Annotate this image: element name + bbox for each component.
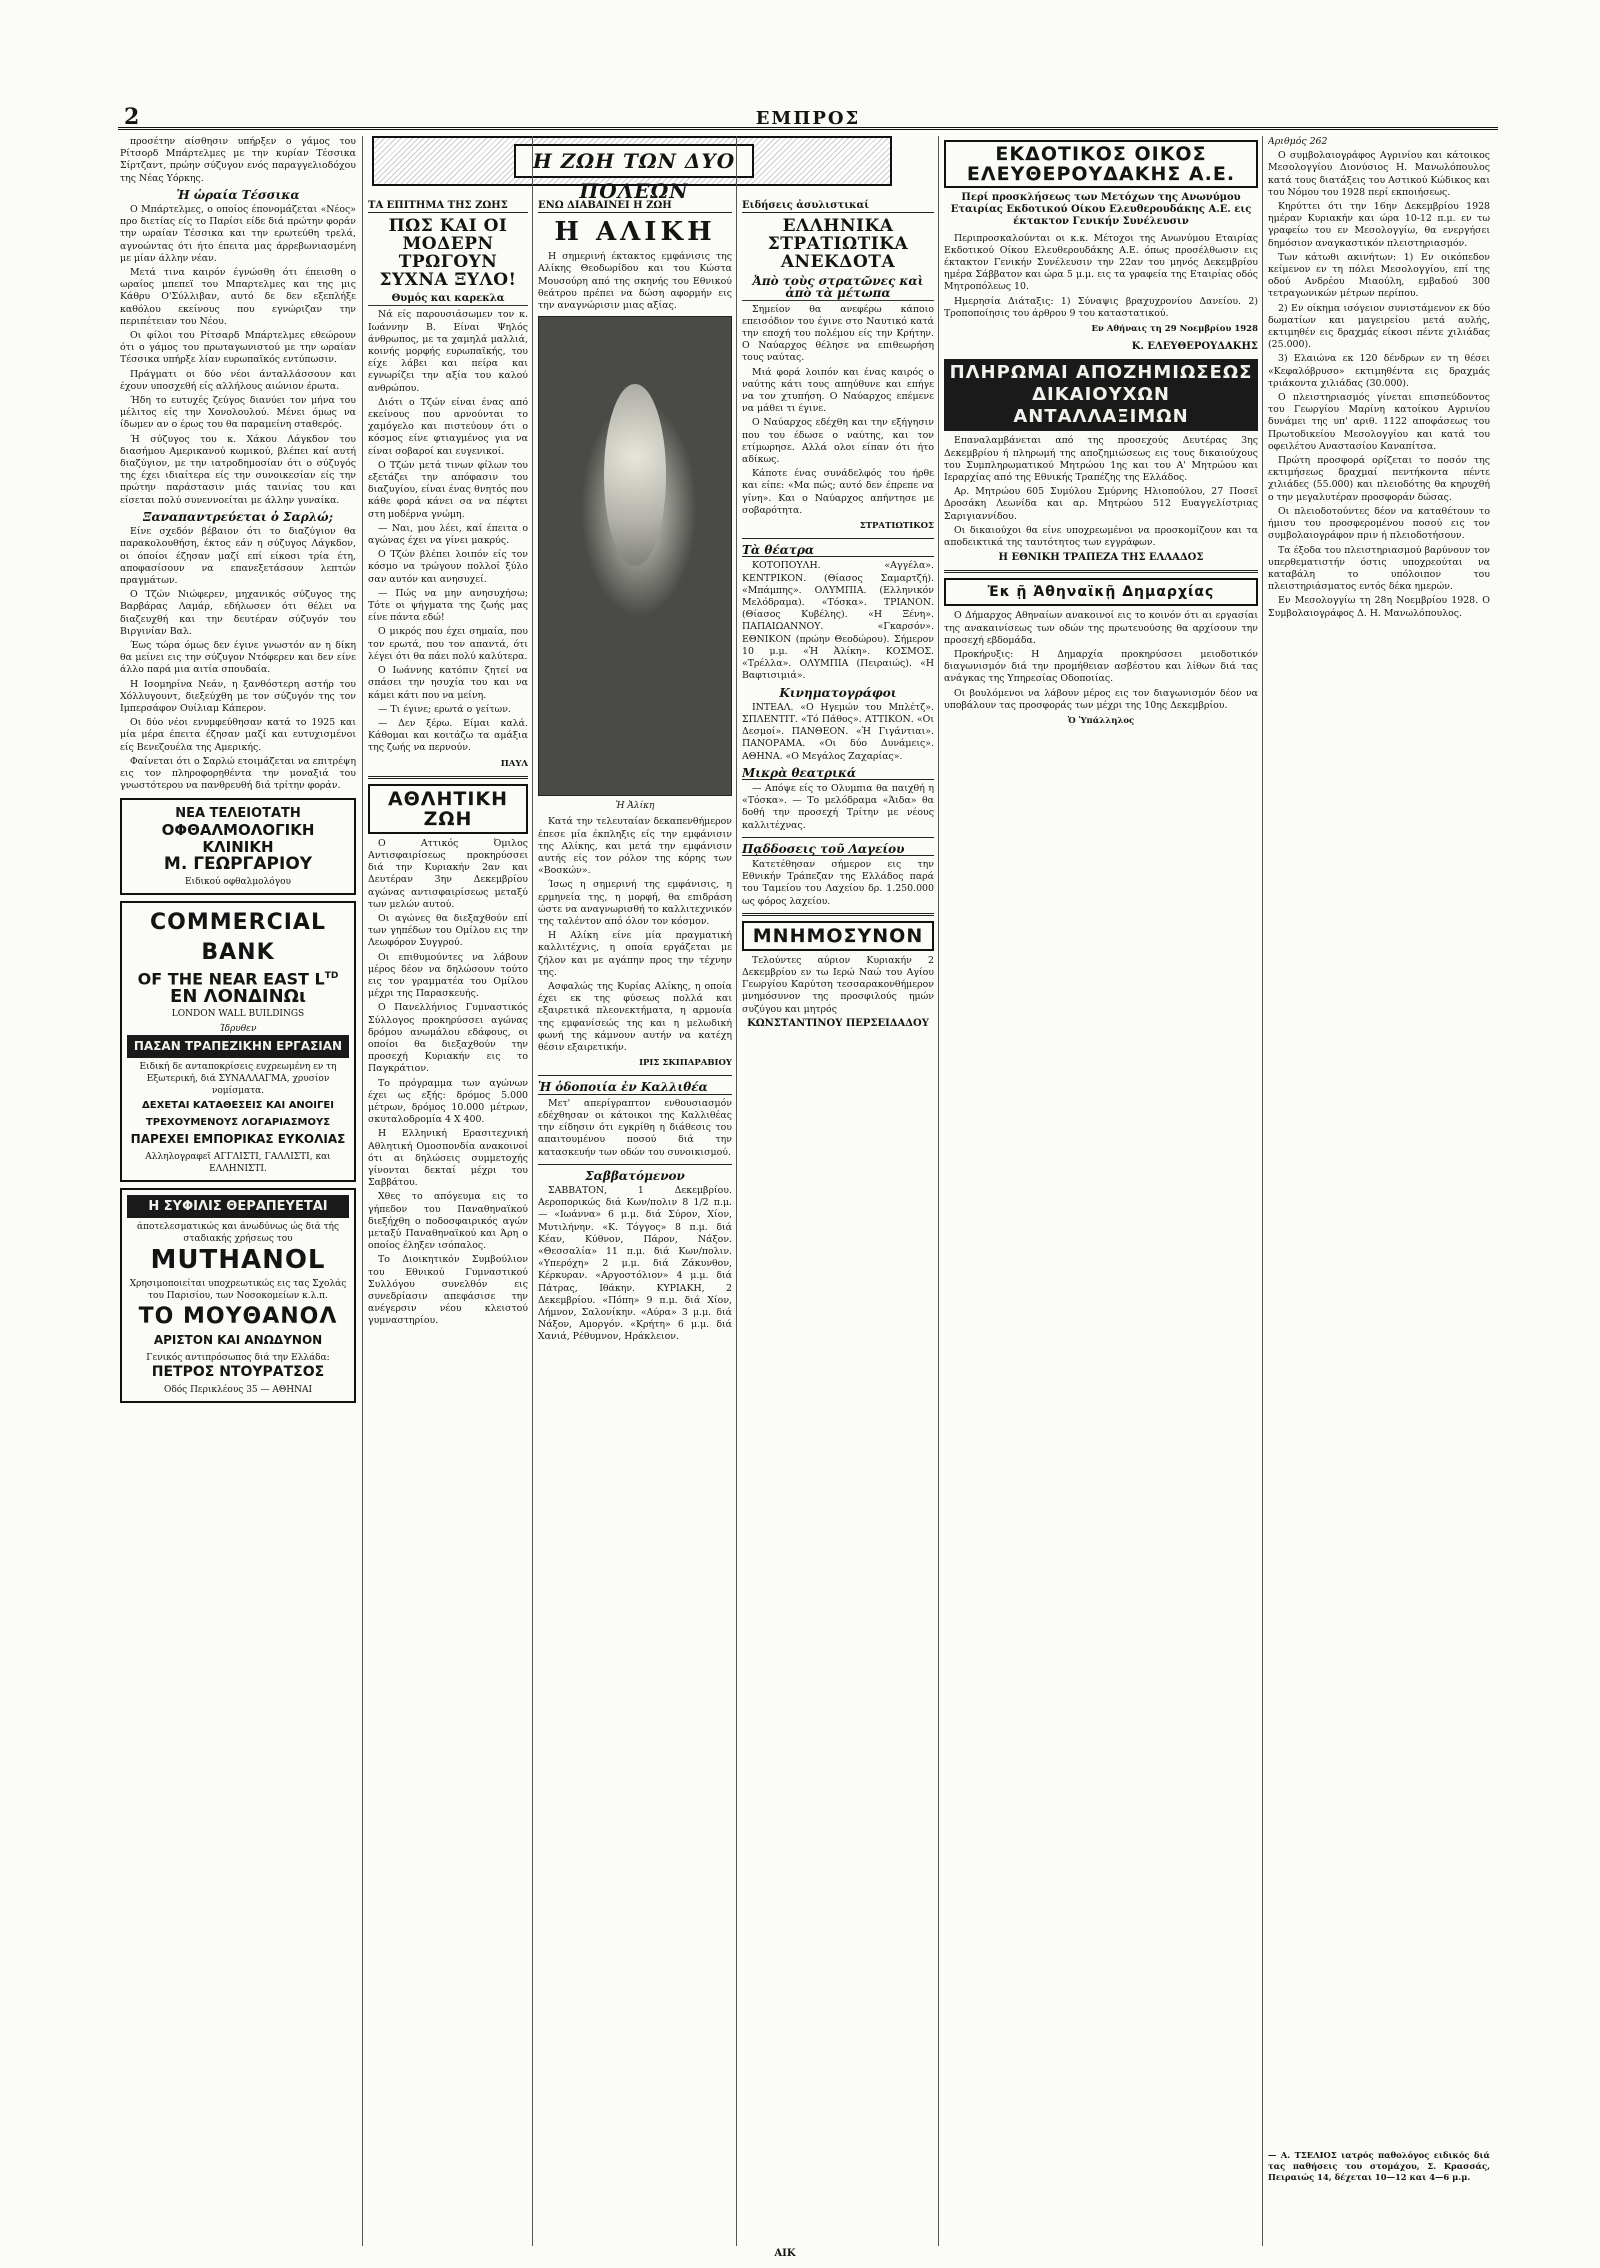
article-subheading: Ἀπὸ τοὺς στρατῶνες καὶ ἀπὸ τὰ μέτωπα xyxy=(742,275,934,300)
article-paragraph: Η Αλίκη είνε μία πραγματική καλλιτέχνις, η οποία εργάζεται με ζήλον και με αγάπην προς την τέχνην της. xyxy=(538,930,732,978)
column-rule xyxy=(736,136,737,2246)
column-1 xyxy=(120,136,356,2246)
article-paragraph: Μετ' απερίγραπτον ενθουσιασμόν εδέχθησαν οι κάτοικοι της Καλλιθέας την είδησιν ότι εγκρίθη η διάθεσις του απαιτουμένου ποσού διά την κατασκευήν των οδών του συνοικισμού. xyxy=(538,1097,732,1158)
article-paragraph: Ο Τζών βλέπει λοιπόν είς τον κόσμο να τρώγουν πολλοί ξύλο σαν αυτόν και ανησυχεί. xyxy=(368,549,528,585)
muthanol-ad-brand: MUTHANOL xyxy=(150,1244,326,1275)
auction-paragraph: Εν Μεσολογγίω τη 28η Νοεμβρίου 1928. Ο Συμβολαιογράφος Δ. Η. Μανωλόπουλος. xyxy=(1268,595,1490,619)
column-rule xyxy=(938,136,939,2246)
bank-ad-address: LONDON WALL BUILDINGS xyxy=(171,1008,305,1019)
photo-caption: Ἡ Ἀλίκη xyxy=(615,801,655,812)
article-paragraph: Πράγματι οι δύο νέοι άνταλλάσσουν και έχουν υποσχεθή είς αλλήλους αιώνιον έρωτα. xyxy=(120,368,356,392)
muthanol-ad-line: ΑΡΙΣΤΟΝ ΚΑΙ ΑΝΩΔΥΝΟΝ xyxy=(153,1332,323,1347)
article-heading: Μικρὰ θεατρικά xyxy=(742,767,934,780)
article-paragraph: Ο Μπάρτελμες, ο οποίος έπονομάζεται «Νέος» προ διετίας είς το Παρίσι είδε διά πρώτην φοράν την ωραίαν Τέσσικα και την ερωτεύθη τρελά, αγνοώντας ότι ήτο έπειτα μας άρρεβωνιασμένη με μίαν άλλην νέαν. xyxy=(120,204,356,264)
article-paragraph: Ασφαλώς της Κυρίας Αλίκης, η οποία έχει εκ της φύσεως πολλά και εξαιρετικά πλεονεκτήματα, η αρμονία της εμφανίσεώς της και η μελωδική φωνή της κάμνουν αυτήν να κατέχη θέσιν εξαιρετικήν. xyxy=(538,981,732,1054)
article-paragraph: Διότι ο Τζών είναι ένας από εκείνους που αρνούνται το χαμόγελο και πιστεύουν ότι ο κόσμος είνε φτιαγμένος για να είναι σοβαροί και ευγενικοί. xyxy=(368,396,528,457)
sports-paragraph: Χθες το απόγευμα εις το γήπεδον του Παναθηναϊκού διεξήχθη ο ποδοσφαιρικός αγών μεταξύ Παναθηναϊκού και Άρη ο οποίος έληξεν ισόπαλος. xyxy=(368,1191,528,1252)
article-headline: ΠΩΣ ΚΑΙ ΟΙ ΜΟΔΕΡΝ ΤΡΩΓΟΥΝ ΣΥΧΝΑ ΞΥΛΟ! xyxy=(379,216,517,291)
footer-mark: ΑΙΚ xyxy=(774,2248,796,2259)
article-paragraph: Κατά την τελευταίαν δεκαπενθήμερον έπεσε μία έκπληξις είς την εμφάνισιν της Αλίκης, και μετά την εμφάνισιν αυτής είς τον ρόλον της κόρης των «Βοσκών». xyxy=(538,816,732,877)
column-rule xyxy=(362,136,363,2246)
column-rule xyxy=(1262,136,1263,2246)
page-number: 2 xyxy=(124,104,140,130)
banner-title: Η ΖΩΗ ΤΩΝ ΔΥΟ ΠΟΛΕΩΝ xyxy=(514,144,754,178)
cinema-heading: Κινηματογράφοι xyxy=(779,685,897,700)
article-paragraph: Ο μικρός που έχει σημαία, που τον ερωτά, που τον απαντά, ότι λέγει ότι θα πάει πολύ καλύτερα. xyxy=(368,626,528,662)
sports-paragraph: Οι επιθυμούντες να λάβουν μέρος δέον να δηλώσουν τούτο εις τον γραμματέα του Ομίλου μέχρι της Παρασκευής. xyxy=(368,951,528,1000)
article-headline: Η ΑΛΙΚΗ xyxy=(554,217,716,248)
muthanol-ad-brand-greek: ΤΟ ΜΟΥΘΑΝΟΛ xyxy=(138,1303,338,1329)
bank-ad-line: Ίδρυθεν xyxy=(219,1023,257,1034)
bank-ad-city: ΕΝ ΛΟΝΔΙΝΩι xyxy=(170,985,306,1007)
clinic-ad-line: ΝΕΑ ΤΕΛΕΙΟΤΑΤΗ xyxy=(175,806,301,822)
bank-ad-line: ΔΕΧΕΤΑΙ ΚΑΤΑΘΕΣΕΙΣ ΚΑΙ ΑΝΟΙΓΕΙ ΤΡΕΧΟΥΜΕΝΟΥΣ ΛΟΓΑΡΙΑΣΜΟΥΣ xyxy=(142,1099,334,1128)
clinic-ad-line: Ειδικού οφθαλμολόγου xyxy=(184,877,291,888)
payments-signature: Η ΕΘΝΙΚΗ ΤΡΑΠΕΖΑ ΤΗΣ ΕΛΛΑΔΟΣ xyxy=(998,552,1204,564)
bank-ad-name: COMMERCIAL BANK xyxy=(150,910,326,966)
notice-signature: Κ. ΕΛΕΥΘΕΡΟΥΔΑΚΗΣ xyxy=(1131,341,1258,353)
payments-paragraph: Αρ. Μητρώου 605 Συμύλου Σμύρνης Ηλιοπούλου, 27 Ποσεϊ Δροσάκη Λεωνίδα και αρ. Μητρώου 512 Ευαγγελίστριας Σαριγιαννίδου. xyxy=(944,486,1258,522)
article-heading: Ἡ ὁδοποιία ἐν Καλλιθέα xyxy=(538,1081,732,1094)
ship-schedule: ΣΑΒΒΑΤΟΝ, 1 Δεκεμβρίου. Αεροπορικώς διά Κων/πολιν 8 1/2 π.μ. — «Ιωάννα» 6 μ.μ. διά Σύρον, Χίον, Μυτιλήνην. «Κ. Τόγγος» 8 π.μ. διά Κέαν, Κύθνον, Πάρον, Νάξον. «Θεσσαλία» 11 π.μ. διά Κων/πολιν. «Υπερόχη» 2 μ.μ. διά Ζάκυνθον, Κέρκυραν. «Αργοστόλιον» 4 μ.μ. διά Πάτρας, Ιθάκην. ΚΥΡΙΑΚΗ, 2 Δεκεμβρίου. «Πόπη» 9 π.μ. διά Χίον, Λήμνον, Σαλονίκην. «Αύρα» 3 μ.μ. διά Νάξον, Αμοργόν. «Κρήτη» 6 μ.μ. διά Χανιά, Ρέθυμνον, Ηράκλειον. xyxy=(538,1184,732,1343)
cinema-listings: ΙΝΤΕΑΛ. «Ο Ηγεμών του Μπλέτζ». ΣΠΛΕΝΤΙΤ. «Τό Πάθος». ΑΤΤΙΚΟΝ. «Οι Δεσμοί». ΠΑΝΘΕΟΝ. «Ἡ Γιγάντιαι». ΠΑΝΟΡΑΜΑ. «Οι δύο Δυνάμεις». ΑΘΗΝΑ. «Ο Μεγάλος Ζαχαρίας». xyxy=(742,701,934,762)
article-paragraph: — Απόψε είς το Ολυμπια θα παιχθή η «Τόσκα». — Το μελόδραμα «Άιδα» θα δοθή την προσεχή Τρίτην με νέους καλλιτέχνας. xyxy=(742,782,934,831)
article-paragraph: Ή σύζυγος του κ. Χάκου Λάγκδον του διασήμου Αμερικανού κωμικού, βλέπει καί αυτή διαζύγιον, με την ιατροδημοσίαν ότι ο σύζυγός της έχει ιδιαίτερα είς την συνοικεσίαν είς την πρώτην παράστασιν μιάς ταινίας του και είσεται πολύ συνεννοείται με άλλην γυναίκα. xyxy=(120,433,356,506)
sports-paragraph: Ο Πανελλήνιος Γυμναστικός Σύλλογος προκηρύσσει αγώνας δρόμου ανωμάλου εδάφους, οι οποίοι θα διεξαχθούν την προσεχή Κυριακήν εις το Παγκράτιον. xyxy=(368,1002,528,1075)
article-paragraph: Ο Τζών Νιώφερεν, μηχανικός σύζυγος της Βαρβάρας Λαμάρ, εδήλωσεν ότι θέλει να διαζευχθή και την δευτέραν σύζυγόν του Βιργινίαν Βαλ. xyxy=(120,589,356,637)
notice-date: Εν Αθήναις τη 29 Νοεμβρίου 1928 xyxy=(1091,324,1258,335)
clinic-ad-title: ΟΦΘΑΛΜΟΛΟΓΙΚΗ ΚΛΙΝΙΚΗ xyxy=(161,821,315,857)
article-paragraph: Ο Ναύαρχος εδέχθη και την εξήγησιν που του έδωσε ο ναύτης, και τον ετίμωρησε. Αλλά ολοι είπαν ότι ήτο αδίκως. xyxy=(742,417,934,466)
article-heading: Ἡ ὡραία Τέσσικα xyxy=(176,187,300,202)
article-paragraph: Οι δύο νέοι ενυμφεύθησαν κατά το 1925 και μία μέρα έπειτα έζησαν μαζί και ευτυχισμένοι είς Βενεζουέλα της Αμερικής. xyxy=(120,717,356,753)
article-paragraph: Μιά φορά λοιπόν και ένας καιρός ο ναύτης κάτι τους απηύθυνε και επήγε να τον χτυπήση. Ο Ναύαρχος επέμενε να μάθει τι έγινε. xyxy=(742,366,934,415)
article-paragraph: — Δεν ξέρω. Είμαι καλά. Κάθομαι και κοιτάζω τα αμάξια της ζωής να περνούν. xyxy=(368,717,528,754)
newspaper-name: ΕΜΠΡΟΣ xyxy=(755,108,861,129)
article-headline: ΕΛΛΗΝΙΚΑ ΣΤΡΑΤΙΩΤΙΚΑ ΑΝΕΚΔΟΤΑ xyxy=(767,216,909,273)
column-rule xyxy=(532,136,533,2246)
bank-advertisement xyxy=(120,901,356,1181)
clinic-ad-doctor: Μ. ΓΕΩΡΓΑΡΙΟΥ xyxy=(163,854,313,875)
municipality-heading: Ἐκ ῇ Ἀθηναϊκῇ Δημαρχίας xyxy=(944,578,1258,606)
auction-paragraph: Ο πλειστηριασμός γίνεται επισπεύδοντος του Γεωργίου Μαρίνη κατοίκου Αγρινίου δυνάμει της υπ' αριθ. 1122 αποφάσεως του Πρωτοδικείου Μεσολογγίου και κατά του οφειλέτου Αναστασίου Καναπίτσα. xyxy=(1268,392,1490,452)
article-paragraph: Μετά τινα καιρόν έγνώσθη ότι έπεισθη ο ωραίος μπεπεϊ του Μπαρτελμες και της μις Κάθρυ Ο'Σύλλιβαν, αυτό δε δεν εξεπλήξε καθόλου εκείνους που εγνώριζαν την περιπέτειαν του Νέου. xyxy=(120,267,356,327)
muthanol-ad-line: Χρησιμοποιείται υποχρεωτικώς εις τας Σχολάς του Παρισίου, των Νοσοκομείων κ.λ.π. xyxy=(129,1278,347,1301)
article-paragraph: Ο Τζών μετά τινων φίλων του εξετάζει την απόφασιν του διαζυγίου, είναι ένας θνητός που κάθε φορά κάνει σα να πέφτει στη μοδέρνα γνώμη. xyxy=(368,459,528,520)
section-banner xyxy=(372,136,892,203)
muthanol-ad-line: Γενικός αντιπρόσωπος διά την Ελλάδα: xyxy=(146,1352,330,1363)
article-heading: Ξαναπαντρεύεται ὁ Σαρλώ; xyxy=(143,509,333,524)
article-kicker: ΕΝΩ ΔΙΑΒΑΙΝΕΙ Η ΖΩΗ xyxy=(538,200,732,213)
article-kicker: ΤΑ ΕΠΙΤΗΜΑ ΤΗΣ ΖΩΗΣ xyxy=(368,200,528,213)
bank-ad-line: Αλληλογραφεῖ ΑΓΓΛΙΣΤΙ, ΓΑΛΛΙΣΤΙ, και ΕΛΛΗΝΙΣΤΙ. xyxy=(145,1151,331,1174)
article-kicker: Ειδήσεις ἀσυλιστικαί xyxy=(742,200,934,213)
payments-paragraph: Οι δικαιούχοι θα είνε υποχρεωμένοι να προσκομίζουν και τα αποδεικτικά της ταυτότητος των εγγράφων. xyxy=(944,524,1258,549)
auction-paragraph: Ο συμβολαιογράφος Αγρινίου και κάτοικος Μεσολογγίου Διονύσιος Η. Μανωλόπουλος κατά τους διατάξεις του Αστικού Κώδικος και του Νόμου του 1928 περί εκποιήσεως. xyxy=(1268,150,1490,198)
article-paragraph: Σημείον θα ανεφέρω κάποιο επεισόδιον του έγινε στο Ναυτικό κατά την εποχή του πολέμου είς την Κρήτην. Ο Ναύαρχος θέλησε να επιθεωρήση τους ναύτας. xyxy=(742,303,934,364)
auction-paragraph: Των κάτωθι ακινήτων: 1) Εν οικόπεδον κείμενον εν τη πόλει Μεσολογγίου, επί της οδού Ανδρέου Μιαούλη, εμβαδού 300 τετραγωνικών μέτρων περίπου. xyxy=(1268,251,1490,300)
bank-ad-line: OF THE NEAR EAST $L^{TD}$ xyxy=(137,969,339,989)
sports-paragraph: Το Διοικητικόν Συμβούλιον του Εθνικού Γυμναστικού Συλλόγου συνελθόν εις συνεδρίασιν απεφάσισε την ανέγερσιν νέου κλειστού γυμναστηρίου. xyxy=(368,1254,528,1327)
article-heading: Πᾳδδοσεις τοῦ Λαγείου xyxy=(742,843,934,856)
article-paragraph: — Πώς να μην ανησυχήσω; Τότε οι ψήγματα της ζωής μας είνε πάντα εδώ! xyxy=(368,587,528,624)
muthanol-ad-line: άποτελεσματικώς και άνωδύνως ώς διά τής σταδιακής χρήσεως του xyxy=(137,1221,339,1244)
article-lead: προσέτην αίσθησιν υπήρξεν ο γάμος του Ρίτσορδ Μπάρτελμες με την κυρίαν Τέσσικα Σίρτζαντ, πρώην σύζυγον ενός παραγγελιοδόχου της Νέας Υόρκης. xyxy=(120,136,356,184)
muthanol-advertisement xyxy=(120,1188,356,1403)
notice-paragraph: Ημερησία Διάταξις: 1) Σύναψις βραχυχρονίου Δανείου. 2) Τροποποίησις του άρθρου 9 του καταστατικού. xyxy=(944,295,1258,319)
sports-paragraph: Η Ελληνική Ερασιτεχνική Αθλητική Ομοσπονδία ανακοινοί ότι αι δηλώσεις συμμετοχής γίνονται δεκταί μέχρι του Σαββάτου. xyxy=(368,1128,528,1189)
article-paragraph: Φαίνεται ότι ο Σαρλώ ετοιμάζεται να επιτρέψη εις τον πληροφορηθέντα την μοναξιά του γνωστότερου να πανθρευθή διά τρίτην φοράν. xyxy=(120,755,356,792)
municipality-paragraph: Οι βουλόμενοι να λάβουν μέρος εις τον διαγωνισμόν δέον να υποβάλουν τας προσφοράς των μέχρι της 10ης Δεκεμβρίου. xyxy=(944,687,1258,711)
article-paragraph: Είνε σχεδόν βέβαιον ότι το διαζύγιον θα παρακολουθήση, έκτος εάν η σύζυγος Λάγκδον, οι όποίοι έζησαν μαζί επί είκοσι τρία έτη, αποφασίσουν να επανεξετάσουν λεπτών πραγμάτων. xyxy=(120,526,356,586)
memorial-heading: ΜΝΗΜΟΣΥΝΟΝ xyxy=(742,921,934,951)
masthead xyxy=(118,104,1498,130)
muthanol-ad-headline: Η ΣΥΦΙΛΙΣ ΘΕΡΑΠΕΥΕΤΑΙ xyxy=(127,1195,349,1218)
notice-paragraph: Περιπροσκαλούνται οι κ.κ. Μέτοχοι της Ανωνύμου Εταιρίας Εκδοτικού Οίκου Ελευθερουδάκης Α.Ε. όπως προσέλθωσιν εις έκτακτον Γενικήν Συνέλευσιν την 22αν του μηνός Δεκεμβρίου ημέρα Σάββατον και ώρα 5 μ.μ. εις τα γραφεία της Εταιρίας οδός Μητροπόλεως 10. xyxy=(944,232,1258,293)
sports-paragraph: Οι αγώνες θα διεξαχθούν επί των γηπέδων του Ομίλου εις την Λεωφόρον Συγγρού. xyxy=(368,912,528,949)
article-paragraph: — Ναι, μου λέει, καί έπειτα ο αγώνας έχει να γίνει μακρύς. xyxy=(368,522,528,547)
article-paragraph: Η Ισομηρίνα Νεάν, η ξανθόστερη αστήρ του Χόλλυγουντ, διεξεύχθη με τον σύζυγόν της τον Ιμπερσάφον Ουίλιαμ Κάπερον. xyxy=(120,678,356,714)
theatre-listings: ΚΟΤΟΠΟΥΛΗ. «Αγγέλα». ΚΕΝΤΡΙΚΟΝ. (Θίασος Σαμαρτζή). «Μπάμπης». ΟΛΥΜΠΙΑ. (Ελληνικόν Μελόδραμα). «Τόσκα». ΤΡΙΑΝΟΝ. (Θίασος Κυβέλης). «Η Ξένη». ΠΑΠΑΙΩΑΝΝΟΥ. «Γκαρσόν». ΕΘΝΙΚΟΝ (πρώην Θεοδώρου). Σήμερον 10 μ.μ. «Ἡ Ἀλίκη». ΚΟΣΜΟΣ. «Τρέλλα». ΟΛΥΜΠΙΑ (Πειραιώς). «Η Βαφτισιμιά». xyxy=(742,560,934,682)
article-paragraph: Νά είς παρουσιάσωμεν τον κ. Ιωάννην Β. Είναι Ψηλός άνθρωπος, με τα χαμηλά μαλλιά, κοινής μορφής ευρωπαϊκής, του είχε λάβει και πείρα και εγνωρίζει την αξία του καλού ανθρώπου. xyxy=(368,309,528,394)
muthanol-ad-agent: ΠΕΤΡΟΣ ΝΤΟΥΡΑΤΣΟΣ xyxy=(151,1363,325,1380)
memorial-text: Τελούντες αύριον Κυριακήν 2 Δεκεμβρίου εν τω Ιερώ Ναώ του Αγίου Γεωργίου Καρύτση τεσσαρακονθήμερον μνημόσυνον της προσφιλούς ημών συζύγου και μητρός xyxy=(742,954,934,1015)
bank-ad-line: Ειδική δε ανταποκρίσεις ευχρεωμένη εν τη Εξωτερική, διά ΣΥΝΑΛΛΑΓΜΑ, χρυσίον νομίσματα. xyxy=(139,1061,337,1096)
sports-paragraph: Ο Αττικός Όμιλος Αντισφαιρίσεως προκηρύσσει διά την Κυριακήν 2αν και Δευτέραν 3ην Δεκεμβρίου αγώνας αντισφαιρίσεως μεταξύ των μελών αυτού. xyxy=(368,837,528,910)
payments-heading: ΠΛΗΡΩΜΑΙ ΑΠΟΖΗΜΙΩΣΕΩΣ ΔΙΚΑΙΟΥΧΩΝ ΑΝΤΑΛΛΑΞΙΜΩΝ xyxy=(944,359,1258,431)
payments-paragraph: Επαναλαμβάνεται από της προσεχούς Δευτέρας 3ης Δεκεμβρίου ή πληρωμή της αποζημιώσεως εις τους δικαιούχους του Συμπληρωματικού Μητρώου 1ης και του Α' Μητρώου και Ιεραρχίας από της Εθνικής Τραπέζης της Ελλάδος. xyxy=(944,435,1258,484)
column-3 xyxy=(538,196,732,2246)
column-2 xyxy=(368,196,528,2246)
muthanol-ad-address: Οδός Περικλέους 35 — ΑΘΗΝΑΙ xyxy=(163,1384,313,1395)
portrait-photo xyxy=(538,316,732,796)
column-5 xyxy=(944,136,1258,2246)
article-subheading: Θυμός και καρεκλα xyxy=(368,293,528,306)
article-signature: ΠΑΥΛ xyxy=(500,758,528,769)
article-paragraph: Ήδη το ευτυχές ζεύγος διανύει τον μήνα του μέλιτος είς την Χονολουλού. Μένει όμως να ίδωμεν αν ο έρως του θα παραμείνη σταθερός. xyxy=(120,395,356,431)
column-6 xyxy=(1268,136,1490,2142)
theatre-heading: Τὰ θέατρα xyxy=(742,544,934,557)
article-paragraph: Κάποτε ένας συνάδελφός του ήρθε και είπε: «Μα πώς; αυτό δεν έπρεπε να γίνη». Και ο Ναύαρχος απήντησε με σοβαρότητα. xyxy=(742,468,934,516)
clinic-advertisement xyxy=(120,798,356,895)
notice-subheading: Περί προσκλήσεως των Μετόχων της Ανωνύμου Εταιρίας Εκδοτικού Οίκου Ελευθερουδάκης Α.Ε. εις έκτακτον Γενικήν Συνέλευσιν xyxy=(950,192,1252,228)
article-paragraph: Οι φίλοι του Ρίτσαρδ Μπάρτελμες εθεώρουν ότι ο γάμος του πρωταγωνιστού με την ωραίαν Τέσσικα υπήρξε λίαν ευρωπαϊκός εντύπωσιν. xyxy=(120,330,356,366)
article-intro: Η σημερινή έκτακτος εμφάνισις της Αλίκης Θεοδωρίδου και του Κώστα Μουσούρη από της σκηνής του Εθνικού θεάτρου πρέπει να δώση αφορμήν εις την αναγνώρισιν μιας αξίας. xyxy=(538,251,732,312)
municipality-signature: Ὁ Ὑπάλληλος xyxy=(1067,716,1135,727)
municipality-paragraph: Ο Δήμαρχος Αθηναίων ανακοινοί εις το κοινόν ότι αι εργασίαι της ανακαινίσεως των οδών της πρωτευούσης θα αρχίσουν την προσεχή εβδομάδα. xyxy=(944,610,1258,646)
auction-paragraph: 3) Ελαιώνα εκ 120 δένδρων εν τη θέσει «Κεφαλόβρυσο» εκτιμηθέντα εις δραχμάς τριάκοντα χιλιάδας (30.000). xyxy=(1268,353,1490,389)
article-paragraph: — Τι έγινε; ερωτά ο γείτων. xyxy=(378,703,511,715)
article-paragraph: Κατετέθησαν σήμερον εις την Εθνικήν Τράπεζαν της Ελλάδος παρά του Ταμείου του Λαχείου δρ. 1.250.000 ως φόρος λαχείου. xyxy=(742,858,934,907)
bank-ad-line: ΠΑΡΕΧΕΙ ΕΜΠΟΡΙΚΑΣ ΕΥΚΟΛΙΑΣ xyxy=(130,1131,346,1146)
sports-paragraph: Το πρόγραμμα των αγώνων έχει ως εξής: δρόμος 5.000 μέτρων, δρόμος 10.000 μέτρων, σκυταλοδρομία 4 Χ 400. xyxy=(368,1077,528,1126)
auction-paragraph: Τα έξοδα του πλειστηριασμού βαρύνουν τον υπερθεματιστήν όστις υποχρεούται να καταβάλη το υπόλοιπον του πλειστηριάσματος εντός δέκα ημερών. xyxy=(1268,544,1490,593)
bank-ad-services: ΠΑΣΑΝ ΤΡΑΠΕΖΙΚΗΝ ΕΡΓΑΣΙΑΝ xyxy=(127,1035,349,1058)
notice-heading: ΕΚΔΟΤΙΚΟΣ ΟΙΚΟΣ ΕΛΕΥΘΕΡΟΥΔΑΚΗΣ Α.Ε. xyxy=(944,140,1258,188)
article-signature: ΣΤΡΑΤΙΩΤΙΚΟΣ xyxy=(859,521,934,532)
article-heading: Σαββατόμενον xyxy=(585,1168,685,1183)
doctor-advertisement: — Α. ΤΣΕΛΙΟΣ ιατρός παθολόγος ειδικός διά τας παθήσεις του στομάχου, Σ. Κρασσάς, Πειραιώς 14, δέχεται 10—12 και 4—6 μ.μ. xyxy=(1268,2150,1490,2182)
memorial-name: ΚΩΝΣΤΑΝΤΙΝΟΥ ΠΕΡΣΕΙΔΑΔΟΥ xyxy=(747,1017,929,1029)
auction-paragraph: Κηρύττει ότι την 16ην Δεκεμβρίου 1928 ημέραν Κυριακήν και ώρα 10-12 π.μ. εν τω γραφείω του εν Μεσολογγίω, θα ενεργήσει δημόσιον αναγκαστικόν πλειστηριασμόν. xyxy=(1268,201,1490,249)
auction-paragraph: Πρώτη προσφορά ορίζεται το ποσόν της εκτιμήσεως δραχμαί πεντήκοντα πέντε χιλιάδες (55.000) και πλειοδότης θα κηρυχθή ο την μεγαλυτέραν προσφοράν δώσας. xyxy=(1268,455,1490,503)
article-paragraph: Ίσως η σημερινή της εμφάνισις, η ερμηνεία της, η μορφή, θα επιδράση ώστε να αναγνωρισθή το καλλιτεχνικόν της ταλέντον από όλον τον κόσμον. xyxy=(538,879,732,928)
article-paragraph: Ο Ιωάννης κατόπιν ζητεί να σπάσει την ησυχία του και να κάμει κάτι που να μείνη. xyxy=(368,665,528,701)
article-signature: ΙΡΙΣ ΣΚΙΠΑΡΑΒΙΟΥ xyxy=(639,1058,732,1069)
notice-number: Αριθμός 262 xyxy=(1268,136,1328,147)
auction-paragraph: 2) Εν οίκημα ισόγειον συνιστάμενον εκ δύο δωματίων και μαγειρείου μετά αυλής, εκτιμηθέν εις δραχμάς είκοσι πέντε χιλιάδας (25.000). xyxy=(1268,302,1490,351)
municipality-paragraph: Προκήρυξις: Η Δημαρχία προκηρύσσει μειοδοτικόν διαγωνισμόν διά την προμήθειαν ασβέστου και λίθων διά τας ανάγκας της Υπηρεσίας Οδοποιίας. xyxy=(944,649,1258,685)
column-4 xyxy=(742,196,934,2246)
auction-paragraph: Οι πλειοδοτούντες δέον να καταθέτουν το ήμισυ του προσφερομένου ποσού εις τον συμβολαιογράφον πριν ή πλειοδοτήσουν. xyxy=(1268,505,1490,542)
sports-heading: ΑΘΛΗΤΙΚΗ ΖΩΗ xyxy=(368,784,528,834)
article-paragraph: Έως τώρα όμως δεν έγινε γνωστόν αν η δίκη θα μείνει εις την σύζυγον Ντόφερεν και δεν είνε άλλο παρά μια αιτία σπουδαία. xyxy=(120,639,356,676)
